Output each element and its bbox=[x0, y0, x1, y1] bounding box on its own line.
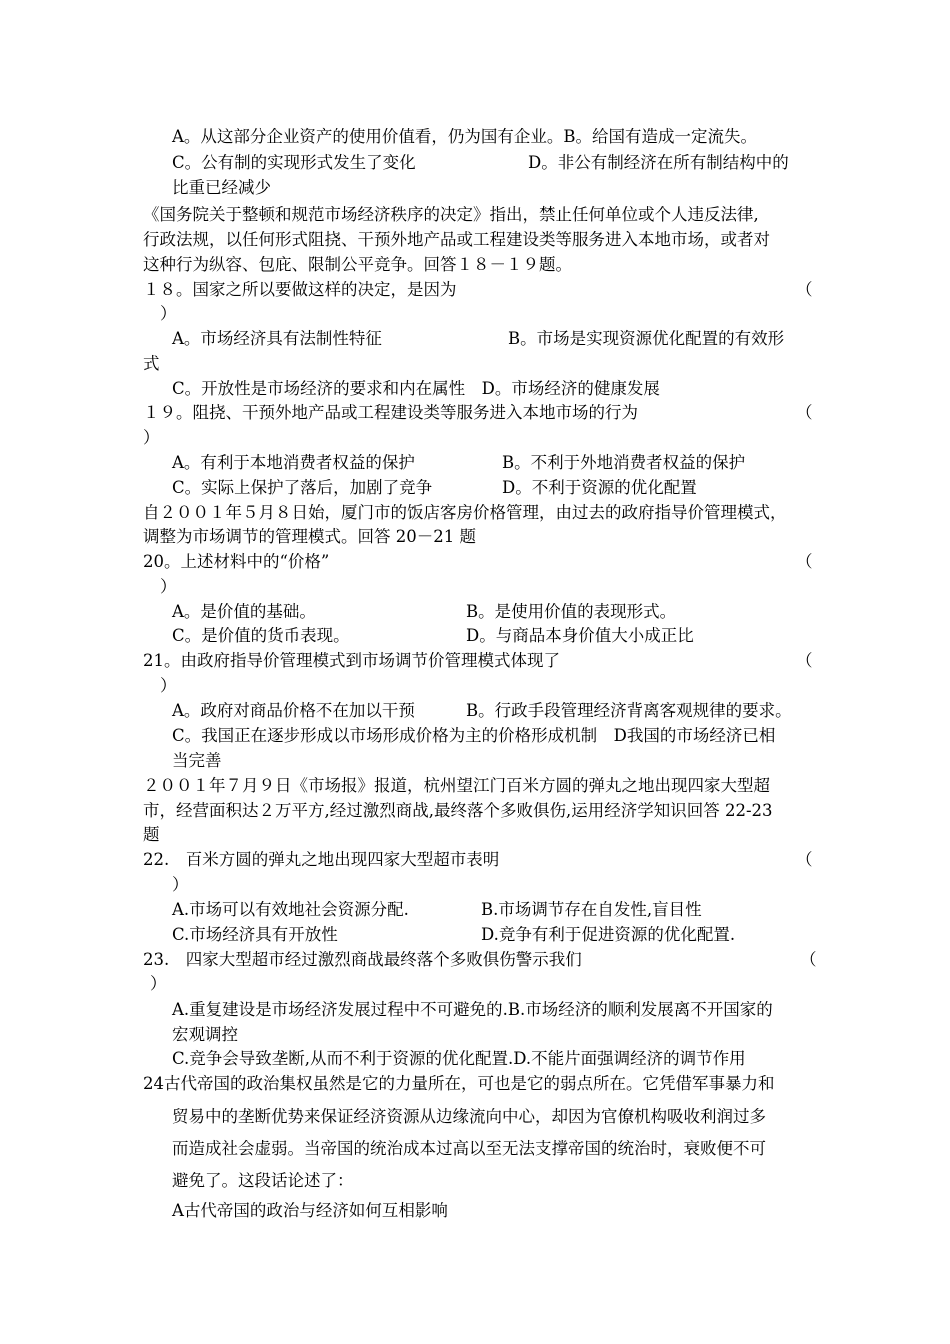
question-24-line3: 而造成社会虚弱。当帝国的统治成本过高以至无法支撑帝国的统治时，衰败便不可 bbox=[172, 1139, 766, 1158]
q17-option-c: C。公有制的实现形式发生了变化 bbox=[172, 153, 416, 172]
q22-option-d: D.竞争有利于促进资源的优化配置. bbox=[481, 925, 736, 944]
q22-option-a: A.市场可以有效地社会资源分配. bbox=[172, 900, 409, 919]
material-20-21-line2: 调整为市场调节的管理模式。回答 20－21 题 bbox=[143, 527, 476, 546]
q24-option-a: A古代帝国的政治与经济如何互相影响 bbox=[172, 1201, 448, 1220]
q19-option-d: D。不利于资源的优化配置 bbox=[502, 478, 697, 497]
q18-option-b-cont: 式 bbox=[143, 354, 160, 373]
q21-option-a: A。政府对商品价格不在加以干预 bbox=[172, 701, 415, 720]
answer-paren-close: ） bbox=[160, 577, 177, 596]
question-18: １８。国家之所以要做这样的决定，是因为 bbox=[143, 280, 457, 299]
answer-paren-open: （ bbox=[796, 280, 813, 299]
material-20-21-line1: 自２００１年５月８日始，厦门市的饭店客房价格管理，由过去的政府指导价管理模式， bbox=[143, 503, 787, 522]
question-23: 23. 四家大型超市经过激烈商战最终落个多败俱伤警示我们 bbox=[143, 950, 582, 969]
question-19: １９。阻挠、干预外地产品或工程建设类等服务进入本地市场的行为 bbox=[143, 403, 638, 422]
answer-paren-open: （ bbox=[796, 850, 813, 869]
answer-paren-close: ） bbox=[160, 676, 177, 695]
q23-option-b-cont: 宏观调控 bbox=[172, 1025, 238, 1044]
q23-option-a-b: A.重复建设是市场经济发展过程中不可避免的.B.市场经济的顺利发展离不开国家的 bbox=[172, 1000, 773, 1019]
q22-option-c: C.市场经济具有开放性 bbox=[172, 925, 338, 944]
material-18-19-line1: 《国务院关于整顿和规范市场经济秩序的决定》指出，禁止任何单位或个人违反法律, bbox=[143, 205, 759, 224]
q18-option-a: A。市场经济具有法制性特征 bbox=[172, 329, 382, 348]
q20-option-c: C。是价值的货币表现。 bbox=[172, 626, 350, 645]
material-22-23-line1: ２００１年７月９日《市场报》报道，杭州望江门百米方圆的弹丸之地出现四家大型超 bbox=[143, 776, 770, 795]
question-24-line4: 避免了。这段话论述了： bbox=[172, 1171, 354, 1190]
question-20: 20。上述材料中的“价格” bbox=[143, 552, 330, 571]
answer-paren-open: （ bbox=[796, 651, 813, 670]
answer-paren-close: ） bbox=[160, 304, 177, 323]
q23-option-c-d: C.竞争会导致垄断,从而不利于资源的优化配置.D.不能片面强调经济的调节作用 bbox=[172, 1049, 746, 1068]
q18-option-b: B。市场是实现资源优化配置的有效形 bbox=[508, 329, 785, 348]
answer-paren-close: ） bbox=[150, 974, 167, 993]
material-18-19-line3: 这种行为纵容、包庇、限制公平竞争。回答１８－１９题。 bbox=[143, 255, 572, 274]
q17-option-d: D。非公有制经济在所有制结构中的 bbox=[528, 153, 789, 172]
answer-paren-open: （ bbox=[800, 950, 817, 969]
question-22: 22. 百米方圆的弹丸之地出现四家大型超市表明 bbox=[143, 850, 500, 869]
answer-paren-open: （ bbox=[796, 403, 813, 422]
q19-option-c: C。实际上保护了落后，加剧了竞争 bbox=[172, 478, 433, 497]
q19-option-b: B。不利于外地消费者权益的保护 bbox=[502, 453, 746, 472]
question-24-line2: 贸易中的垄断优势来保证经济资源从边缘流向中心，却因为官僚机构吸收利润过多 bbox=[172, 1107, 766, 1126]
q18-option-c-d: C。开放性是市场经济的要求和内在属性 D。市场经济的健康发展 bbox=[172, 379, 660, 398]
q17-option-d-cont: 比重已经减少 bbox=[172, 178, 271, 197]
q22-option-b: B.市场调节存在自发性,盲目性 bbox=[481, 900, 702, 919]
q17-option-a-b: A。从这部分企业资产的使用价值看，仍为国有企业。B。给国有造成一定流失。 bbox=[172, 127, 758, 146]
q21-option-b: B。行政手段管理经济背离客观规律的要求。 bbox=[466, 701, 792, 720]
question-24-line1: 24古代帝国的政治集权虽然是它的力量所在，可也是它的弱点所在。它凭借军事暴力和 bbox=[143, 1074, 775, 1093]
answer-paren-close: ） bbox=[143, 428, 160, 447]
material-22-23-line2: 市，经营面积达２万平方,经过激烈商战,最终落个多败俱伤,运用经济学知识回答 22-23 bbox=[143, 801, 773, 820]
material-22-23-line3: 题 bbox=[143, 825, 160, 844]
q20-option-a: A。是价值的基础。 bbox=[172, 602, 316, 621]
q21-option-c-d: C。我国正在逐步形成以市场形成价格为主的价格形成机制 D我国的市场经济已相 bbox=[172, 726, 776, 745]
q19-option-a: A。有利于本地消费者权益的保护 bbox=[172, 453, 415, 472]
question-21: 21。由政府指导价管理模式到市场调节价管理模式体现了 bbox=[143, 651, 560, 670]
answer-paren-close: ） bbox=[172, 875, 189, 894]
q21-option-d-cont: 当完善 bbox=[172, 751, 222, 770]
answer-paren-open: （ bbox=[796, 552, 813, 571]
material-18-19-line2: 行政法规，以任何形式阻挠、干预外地产品或工程建设类等服务进入本地市场，或者对 bbox=[143, 230, 770, 249]
q20-option-d: D。与商品本身价值大小成正比 bbox=[466, 626, 694, 645]
q20-option-b: B。是使用价值的表现形式。 bbox=[466, 602, 677, 621]
